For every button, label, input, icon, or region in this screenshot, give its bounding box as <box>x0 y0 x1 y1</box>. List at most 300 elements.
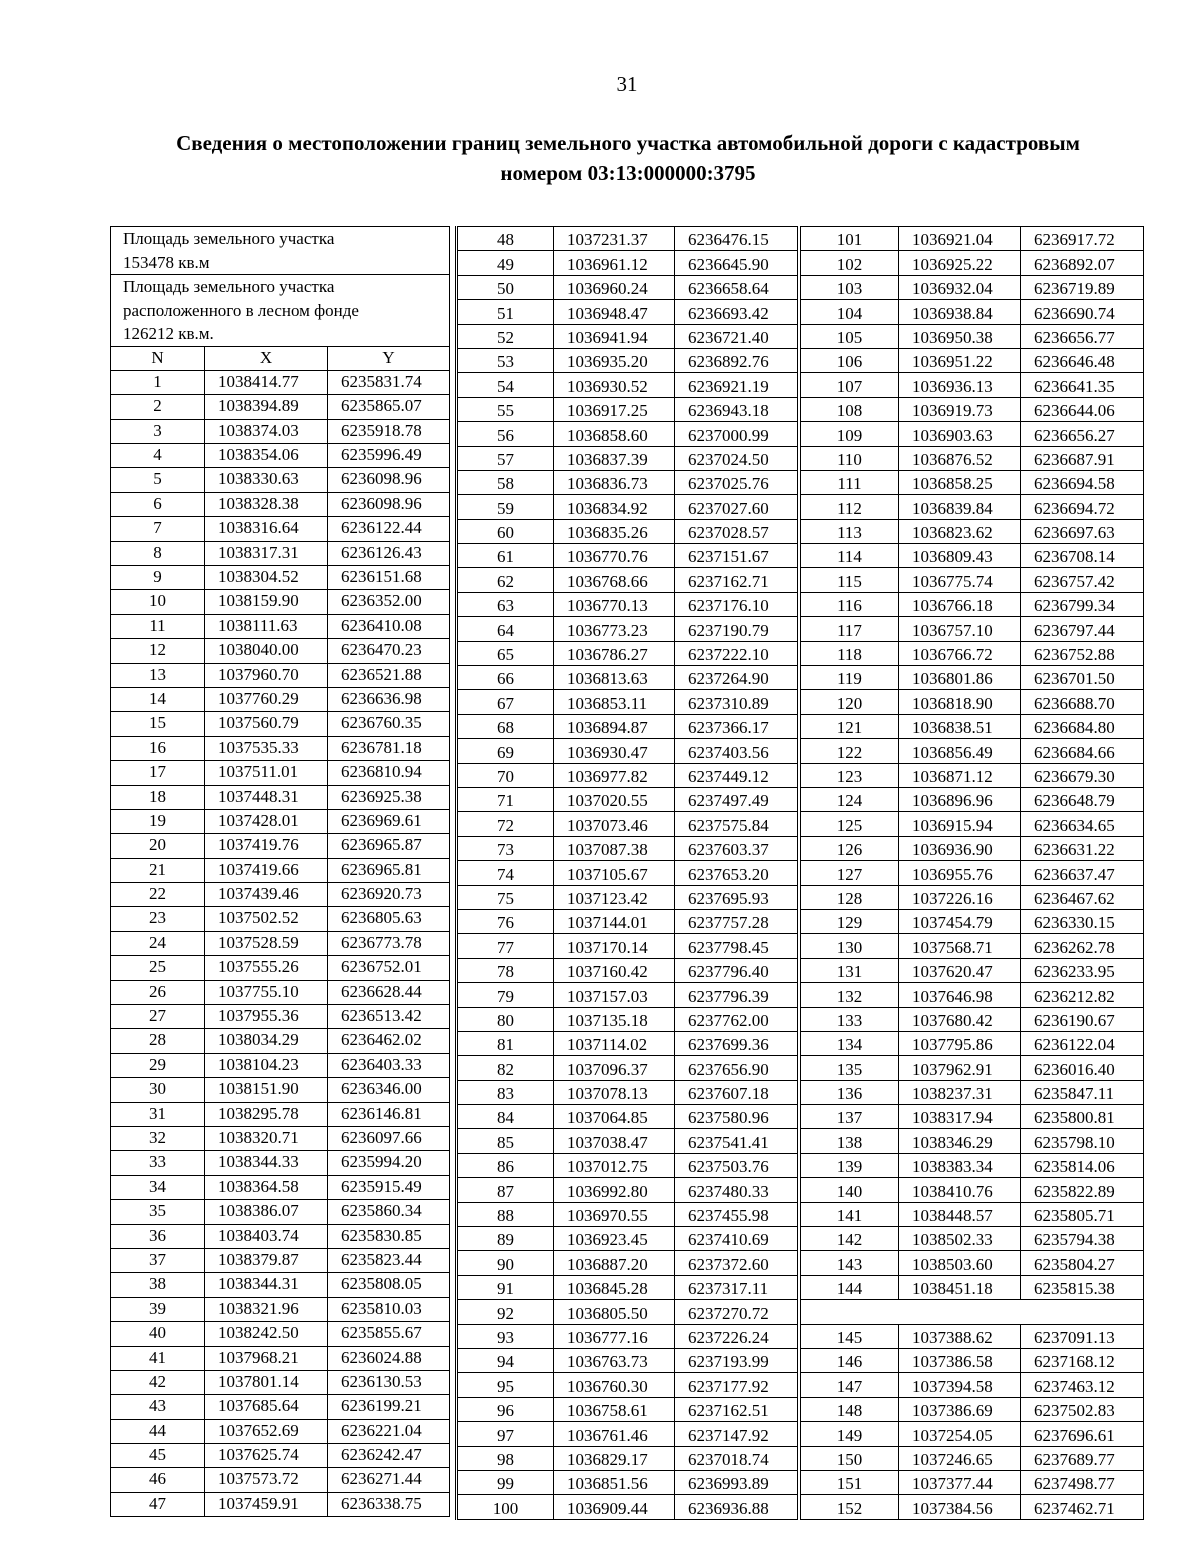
point-number: 149 <box>801 1422 899 1446</box>
column-header-y: Y <box>328 346 450 370</box>
table-row <box>457 275 798 299</box>
point-number: 15 <box>111 712 205 736</box>
point-number: 24 <box>111 931 205 955</box>
coord-x: 1037087.38 <box>554 836 675 860</box>
table-row <box>801 1202 1144 1226</box>
coord-y: 6236637.47 <box>1021 861 1144 885</box>
table-row <box>801 1080 1144 1104</box>
table-row <box>457 739 798 763</box>
table-header-row <box>111 346 450 370</box>
coord-y: 6235814.06 <box>1021 1153 1144 1177</box>
table-row <box>457 714 798 738</box>
coord-y: 6237757.28 <box>675 909 798 933</box>
coord-y: 6236644.06 <box>1021 397 1144 421</box>
point-number: 144 <box>801 1275 899 1299</box>
coord-x: 1036760.30 <box>554 1373 675 1397</box>
coord-x: 1036925.22 <box>899 251 1021 275</box>
coord-x: 1038451.18 <box>899 1275 1021 1299</box>
coord-x: 1037105.67 <box>554 861 675 885</box>
coord-x: 1036851.56 <box>554 1470 675 1494</box>
point-number: 57 <box>457 446 554 470</box>
table-row <box>457 787 798 811</box>
area-total-label: Площадь земельного участка <box>123 229 335 248</box>
point-number: 73 <box>457 836 554 860</box>
table-row <box>801 1178 1144 1202</box>
coord-y: 6236146.81 <box>328 1102 450 1126</box>
coord-x: 1037160.42 <box>554 958 675 982</box>
coord-x: 1037388.62 <box>899 1324 1021 1348</box>
coord-y: 6236708.14 <box>1021 544 1144 568</box>
table-row <box>457 1397 798 1421</box>
coord-y: 6235823.44 <box>328 1248 450 1272</box>
point-number: 119 <box>801 666 899 690</box>
table-row <box>801 763 1144 787</box>
table-row <box>457 861 798 885</box>
coord-y: 6236628.44 <box>328 980 450 1004</box>
point-number: 54 <box>457 373 554 397</box>
point-number: 39 <box>111 1297 205 1321</box>
coord-x: 1036919.73 <box>899 397 1021 421</box>
table-row <box>801 324 1144 348</box>
point-number: 131 <box>801 958 899 982</box>
coord-y: 6237796.39 <box>675 983 798 1007</box>
point-number: 125 <box>801 812 899 836</box>
coord-x: 1037096.37 <box>554 1056 675 1080</box>
coord-x: 1037078.13 <box>554 1080 675 1104</box>
table-row <box>801 397 1144 421</box>
point-number: 14 <box>111 687 205 711</box>
table-row <box>457 348 798 372</box>
coord-x: 1037680.42 <box>899 1007 1021 1031</box>
coord-x: 1038320.71 <box>205 1127 328 1151</box>
coord-y: 6236965.81 <box>328 858 450 882</box>
coord-x: 1037448.31 <box>205 785 328 809</box>
coord-x: 1038104.23 <box>205 1053 328 1077</box>
coord-x: 1037428.01 <box>205 809 328 833</box>
coord-y: 6236338.75 <box>328 1492 450 1516</box>
table-row <box>457 1202 798 1226</box>
coord-x: 1036876.52 <box>899 446 1021 470</box>
table-row <box>801 617 1144 641</box>
point-number: 35 <box>111 1200 205 1224</box>
coord-y: 6237177.92 <box>675 1373 798 1397</box>
table-row <box>801 1348 1144 1372</box>
point-number: 109 <box>801 422 899 446</box>
table-row <box>111 1078 450 1102</box>
point-number: 118 <box>801 641 899 665</box>
coord-x: 1037226.16 <box>899 885 1021 909</box>
table-row <box>111 541 450 565</box>
coord-y: 6236462.02 <box>328 1029 450 1053</box>
point-number: 20 <box>111 834 205 858</box>
coord-x: 1038316.64 <box>205 517 328 541</box>
table-row <box>801 836 1144 860</box>
coord-x: 1037560.79 <box>205 712 328 736</box>
coord-x: 1038321.96 <box>205 1297 328 1321</box>
coord-x: 1036768.66 <box>554 568 675 592</box>
table-row <box>111 1102 450 1126</box>
coord-y: 6235994.20 <box>328 1151 450 1175</box>
coord-y: 6236760.35 <box>328 712 450 736</box>
point-number: 11 <box>111 614 205 638</box>
coord-y: 6237310.89 <box>675 690 798 714</box>
table-row <box>457 983 798 1007</box>
coord-y: 6236917.72 <box>1021 227 1144 251</box>
coord-y: 6235847.11 <box>1021 1080 1144 1104</box>
coord-x: 1037114.02 <box>554 1031 675 1055</box>
point-number: 139 <box>801 1153 899 1177</box>
coord-y: 6236403.33 <box>328 1053 450 1077</box>
coord-x: 1036915.94 <box>899 812 1021 836</box>
coord-x: 1036777.16 <box>554 1324 675 1348</box>
table-row <box>111 1322 450 1346</box>
coord-y: 6237193.99 <box>675 1348 798 1372</box>
point-number: 72 <box>457 812 554 836</box>
point-number: 47 <box>111 1492 205 1516</box>
table-row <box>801 373 1144 397</box>
coord-x: 1036896.96 <box>899 787 1021 811</box>
coord-x: 1037801.14 <box>205 1370 328 1394</box>
area-forest-label-line-2: расположенного в лесном фонде <box>123 300 359 320</box>
table-row <box>111 687 450 711</box>
document-title <box>108 128 1148 188</box>
table-row <box>111 1127 450 1151</box>
coord-y: 6236797.44 <box>1021 617 1144 641</box>
coord-x: 1037573.72 <box>205 1468 328 1492</box>
coord-y: 6235815.38 <box>1021 1275 1144 1299</box>
table-row <box>111 785 450 809</box>
table-row <box>801 422 1144 446</box>
coord-y: 6236799.34 <box>1021 592 1144 616</box>
coord-x: 1037646.98 <box>899 983 1021 1007</box>
coord-y: 6237580.96 <box>675 1105 798 1129</box>
point-number: 65 <box>457 641 554 665</box>
coord-y: 6236634.65 <box>1021 812 1144 836</box>
coord-x: 1036818.90 <box>899 690 1021 714</box>
coord-y: 6237024.50 <box>675 446 798 470</box>
coord-y: 6235831.74 <box>328 370 450 394</box>
coord-x: 1036930.52 <box>554 373 675 397</box>
coord-y: 6237366.17 <box>675 714 798 738</box>
coord-x: 1036950.38 <box>899 324 1021 348</box>
coord-y: 6236656.77 <box>1021 324 1144 348</box>
point-number: 50 <box>457 275 554 299</box>
table-row <box>111 566 450 590</box>
point-number: 10 <box>111 590 205 614</box>
table-row <box>457 1056 798 1080</box>
table-row <box>457 1324 798 1348</box>
table-row <box>801 909 1144 933</box>
point-number: 141 <box>801 1202 899 1226</box>
column-header-x: X <box>205 346 328 370</box>
table-row <box>801 300 1144 324</box>
table-row <box>111 1273 450 1297</box>
coord-x: 1036936.90 <box>899 836 1021 860</box>
table-row <box>457 1373 798 1397</box>
coord-y: 6235810.03 <box>328 1297 450 1321</box>
coord-x: 1037625.74 <box>205 1444 328 1468</box>
coord-x: 1036823.62 <box>899 519 1021 543</box>
coord-y: 6237502.83 <box>1021 1397 1144 1421</box>
coord-x: 1036948.47 <box>554 300 675 324</box>
table-row <box>457 544 798 568</box>
point-number: 26 <box>111 980 205 1004</box>
coord-x: 1038394.89 <box>205 395 328 419</box>
coord-x: 1036757.10 <box>899 617 1021 641</box>
table-row <box>801 714 1144 738</box>
coord-y: 6236122.44 <box>328 517 450 541</box>
coord-x: 1037459.91 <box>205 1492 328 1516</box>
point-number: 142 <box>801 1227 899 1251</box>
coord-x: 1036836.73 <box>554 470 675 494</box>
coord-x: 1037652.69 <box>205 1419 328 1443</box>
coord-y: 6237226.24 <box>675 1324 798 1348</box>
point-number: 82 <box>457 1056 554 1080</box>
coord-y: 6236810.94 <box>328 761 450 785</box>
coord-x: 1036766.18 <box>899 592 1021 616</box>
coord-y: 6236656.27 <box>1021 422 1144 446</box>
point-number: 42 <box>111 1370 205 1394</box>
coord-x: 1037384.56 <box>899 1495 1021 1519</box>
point-number: 79 <box>457 983 554 1007</box>
coord-y: 6237018.74 <box>675 1446 798 1470</box>
coord-y: 6236969.61 <box>328 809 450 833</box>
coord-y: 6236658.64 <box>675 275 798 299</box>
point-number: 41 <box>111 1346 205 1370</box>
table-row <box>801 1373 1144 1397</box>
table-row <box>111 931 450 955</box>
coord-y: 6236521.88 <box>328 663 450 687</box>
table-row <box>457 934 798 958</box>
table-row <box>801 544 1144 568</box>
point-number: 25 <box>111 956 205 980</box>
coord-y: 6237372.60 <box>675 1251 798 1275</box>
point-number: 152 <box>801 1495 899 1519</box>
table-row <box>457 568 798 592</box>
table-row <box>111 1005 450 1029</box>
table-row <box>111 956 450 980</box>
table-row <box>111 444 450 468</box>
coord-x: 1036955.76 <box>899 861 1021 885</box>
coord-x: 1037386.69 <box>899 1397 1021 1421</box>
coord-y: 6236262.78 <box>1021 934 1144 958</box>
point-number: 106 <box>801 348 899 372</box>
table-row <box>457 1422 798 1446</box>
coord-x: 1038386.07 <box>205 1200 328 1224</box>
point-number: 77 <box>457 934 554 958</box>
point-number: 123 <box>801 763 899 787</box>
coord-y: 6236190.67 <box>1021 1007 1144 1031</box>
table-row <box>801 1470 1144 1494</box>
table-row <box>457 690 798 714</box>
coord-y: 6235804.27 <box>1021 1251 1144 1275</box>
coord-y: 6237222.10 <box>675 641 798 665</box>
coord-y: 6236684.80 <box>1021 714 1144 738</box>
table-row <box>457 373 798 397</box>
area-forest-label-line-1: Площадь земельного участка <box>123 277 335 296</box>
point-number: 31 <box>111 1102 205 1126</box>
coord-y: 6236097.66 <box>328 1127 450 1151</box>
coord-y: 6235830.85 <box>328 1224 450 1248</box>
coord-y: 6237027.60 <box>675 495 798 519</box>
point-number: 120 <box>801 690 899 714</box>
coord-y: 6236641.35 <box>1021 373 1144 397</box>
coord-x: 1036766.72 <box>899 641 1021 665</box>
coord-y: 6237497.49 <box>675 787 798 811</box>
table-row <box>111 1492 450 1516</box>
table-row <box>801 1275 1144 1299</box>
point-number: 146 <box>801 1348 899 1372</box>
coord-x: 1038328.38 <box>205 492 328 516</box>
coord-y: 6237025.76 <box>675 470 798 494</box>
point-number: 30 <box>111 1078 205 1102</box>
table-row <box>801 1397 1144 1421</box>
table-row <box>457 666 798 690</box>
coord-y: 6236688.70 <box>1021 690 1144 714</box>
point-number: 1 <box>111 370 205 394</box>
point-number: 16 <box>111 736 205 760</box>
point-number: 90 <box>457 1251 554 1275</box>
coord-x: 1038374.03 <box>205 419 328 443</box>
table-row <box>111 1444 450 1468</box>
coord-y: 6236631.22 <box>1021 836 1144 860</box>
table-row <box>111 1053 450 1077</box>
table-row <box>801 1227 1144 1251</box>
coord-y: 6237607.18 <box>675 1080 798 1104</box>
table-row <box>457 1129 798 1153</box>
point-number: 130 <box>801 934 899 958</box>
coord-y: 6236693.42 <box>675 300 798 324</box>
coord-y: 6236752.01 <box>328 956 450 980</box>
table-row <box>457 1470 798 1494</box>
point-number: 64 <box>457 617 554 641</box>
point-number: 96 <box>457 1397 554 1421</box>
table-row <box>457 1178 798 1202</box>
point-number: 44 <box>111 1419 205 1443</box>
coord-x: 1037968.21 <box>205 1346 328 1370</box>
coord-y: 6236921.19 <box>675 373 798 397</box>
coord-y: 6236701.50 <box>1021 666 1144 690</box>
coord-y: 6236098.96 <box>328 492 450 516</box>
point-number: 36 <box>111 1224 205 1248</box>
coord-y: 6236679.30 <box>1021 763 1144 787</box>
table-row <box>111 1419 450 1443</box>
point-number: 66 <box>457 666 554 690</box>
coord-x: 1037038.47 <box>554 1129 675 1153</box>
point-number: 103 <box>801 275 899 299</box>
coord-y: 6236805.63 <box>328 907 450 931</box>
table-row <box>801 1495 1144 1519</box>
coord-x: 1036763.73 <box>554 1348 675 1372</box>
point-number: 63 <box>457 592 554 616</box>
coord-y: 6237503.76 <box>675 1153 798 1177</box>
coord-y: 6237270.72 <box>675 1300 798 1324</box>
table-row <box>457 885 798 909</box>
table-row <box>457 617 798 641</box>
coord-y: 6236122.04 <box>1021 1031 1144 1055</box>
coord-y: 6236892.76 <box>675 348 798 372</box>
table-row <box>457 812 798 836</box>
table-row <box>457 397 798 421</box>
coord-x: 1037955.36 <box>205 1005 328 1029</box>
point-number: 91 <box>457 1275 554 1299</box>
table-row <box>111 663 450 687</box>
coord-x: 1037962.91 <box>899 1056 1021 1080</box>
coord-y: 6236646.48 <box>1021 348 1144 372</box>
coord-x: 1037157.03 <box>554 983 675 1007</box>
coord-x: 1036930.47 <box>554 739 675 763</box>
point-number: 83 <box>457 1080 554 1104</box>
point-number: 28 <box>111 1029 205 1053</box>
coord-y: 6237462.71 <box>1021 1495 1144 1519</box>
coord-x: 1037960.70 <box>205 663 328 687</box>
coord-y: 6236773.78 <box>328 931 450 955</box>
point-number: 48 <box>457 227 554 251</box>
coord-x: 1037386.58 <box>899 1348 1021 1372</box>
table-row <box>111 1175 450 1199</box>
point-number: 108 <box>801 397 899 421</box>
point-number: 60 <box>457 519 554 543</box>
point-number: 78 <box>457 958 554 982</box>
coord-y: 6236925.38 <box>328 785 450 809</box>
point-number: 27 <box>111 1005 205 1029</box>
coord-x: 1036858.60 <box>554 422 675 446</box>
coord-y: 6236221.04 <box>328 1419 450 1443</box>
coord-x: 1036935.20 <box>554 348 675 372</box>
coord-x: 1036813.63 <box>554 666 675 690</box>
point-number: 86 <box>457 1153 554 1177</box>
point-number: 51 <box>457 300 554 324</box>
coord-x: 1036909.44 <box>554 1495 675 1519</box>
point-number: 93 <box>457 1324 554 1348</box>
coord-y: 6236233.95 <box>1021 958 1144 982</box>
point-number: 112 <box>801 495 899 519</box>
coord-x: 1036938.84 <box>899 300 1021 324</box>
coord-x: 1038304.52 <box>205 566 328 590</box>
coord-x: 1037795.86 <box>899 1031 1021 1055</box>
coord-x: 1037511.01 <box>205 761 328 785</box>
coord-x: 1037144.01 <box>554 909 675 933</box>
coord-x: 1036921.04 <box>899 227 1021 251</box>
coord-x: 1036970.55 <box>554 1202 675 1226</box>
table-row <box>457 495 798 519</box>
point-number: 88 <box>457 1202 554 1226</box>
table-row <box>111 1395 450 1419</box>
table-row <box>801 1153 1144 1177</box>
table-row <box>457 1300 798 1324</box>
table-row <box>457 592 798 616</box>
area-forest-cell <box>111 275 450 347</box>
coordinates-table-part-1 <box>110 226 450 1517</box>
page-number: 31 <box>616 72 638 96</box>
table-row <box>457 763 798 787</box>
coord-x: 1037123.42 <box>554 885 675 909</box>
table-row <box>457 300 798 324</box>
coord-x: 1038448.57 <box>899 1202 1021 1226</box>
column-header-n: N <box>111 346 205 370</box>
coord-x: 1037254.05 <box>899 1422 1021 1446</box>
coord-x: 1037555.26 <box>205 956 328 980</box>
table-row <box>457 1348 798 1372</box>
coord-x: 1037535.33 <box>205 736 328 760</box>
point-number: 33 <box>111 1151 205 1175</box>
point-number: 94 <box>457 1348 554 1372</box>
point-number: 115 <box>801 568 899 592</box>
point-number: 107 <box>801 373 899 397</box>
point-number: 150 <box>801 1446 899 1470</box>
table-row <box>111 1200 450 1224</box>
table-row <box>111 1029 450 1053</box>
